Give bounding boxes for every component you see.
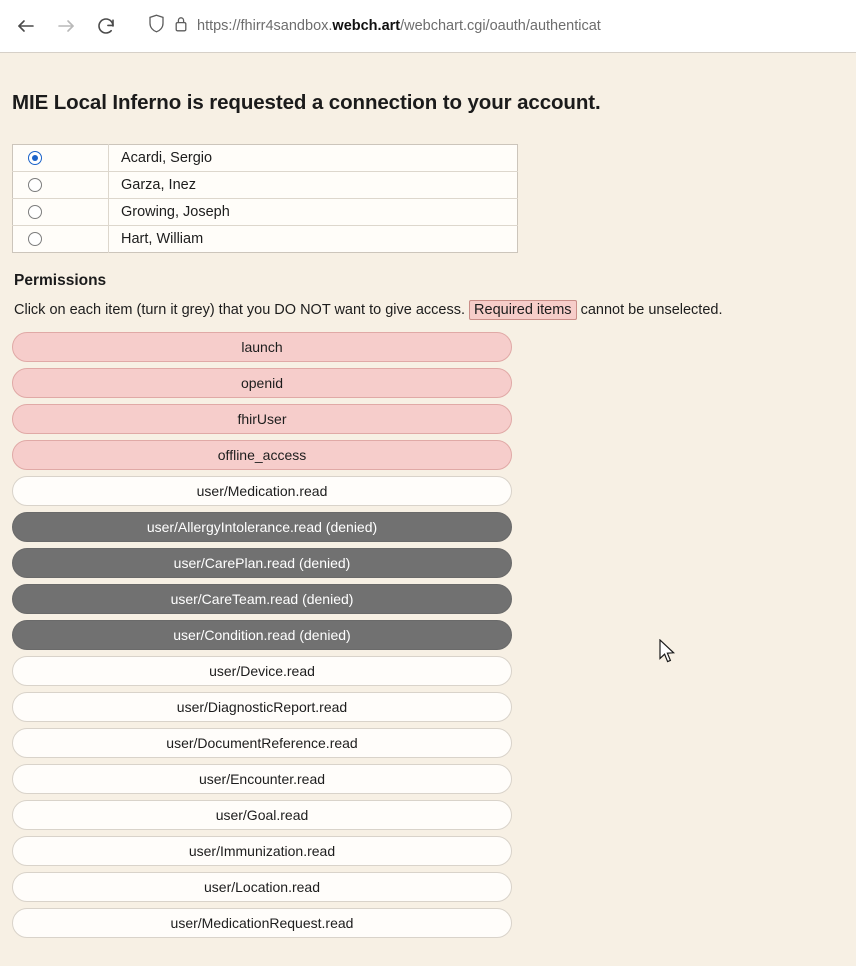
url-text (197, 18, 601, 34)
patient-radio-cell[interactable] (13, 199, 109, 226)
scope-item-required[interactable]: launch (12, 332, 512, 362)
page-content (0, 91, 856, 966)
scope-item-denied[interactable]: user/CareTeam.read (denied) (12, 584, 512, 614)
note-before: Click on each item (turn it grey) that you DO NOT want to give access. (14, 302, 466, 318)
url-path: /webchart.cgi/oauth/authenticat (400, 18, 601, 34)
scope-list (12, 332, 512, 938)
table-row[interactable] (13, 226, 518, 253)
forward-button[interactable] (46, 6, 86, 46)
radio-unselected-icon[interactable] (28, 178, 42, 192)
scope-item-granted[interactable]: user/DiagnosticReport.read (12, 692, 512, 722)
table-row[interactable] (13, 172, 518, 199)
reload-button[interactable] (86, 6, 126, 46)
scope-item-granted[interactable]: user/Device.read (12, 656, 512, 686)
permissions-instructions (14, 302, 844, 318)
scope-item-denied[interactable]: user/Condition.read (denied) (12, 620, 512, 650)
scope-item-required[interactable]: fhirUser (12, 404, 512, 434)
page-title: MIE Local Inferno is requested a connection to your account. (12, 91, 601, 114)
url-host: webch.art (332, 18, 401, 34)
patient-rows (13, 145, 518, 253)
lock-icon (174, 15, 188, 38)
patient-radio-cell[interactable] (13, 226, 109, 253)
scope-item-granted[interactable]: user/DocumentReference.read (12, 728, 512, 758)
radio-unselected-icon[interactable] (28, 205, 42, 219)
scope-item-denied[interactable]: user/CarePlan.read (denied) (12, 548, 512, 578)
address-bar[interactable] (148, 9, 850, 43)
scope-item-granted[interactable]: user/Encounter.read (12, 764, 512, 794)
patient-name: Acardi, Sergio (121, 150, 213, 166)
browser-toolbar (0, 0, 856, 53)
radio-selected-icon[interactable] (28, 151, 42, 165)
permissions-heading: Permissions (14, 272, 107, 289)
patient-radio-cell[interactable] (13, 145, 109, 172)
scope-item-denied[interactable]: user/AllergyIntolerance.read (denied) (12, 512, 512, 542)
scope-item-granted[interactable]: user/MedicationRequest.read (12, 908, 512, 938)
patient-name: Hart, William (121, 231, 204, 247)
table-row[interactable] (13, 145, 518, 172)
scope-item-required[interactable]: openid (12, 368, 512, 398)
patient-name: Growing, Joseph (121, 204, 230, 220)
required-items-chip: Required items (469, 300, 577, 320)
patient-radio-cell[interactable] (13, 172, 109, 199)
scope-item-granted[interactable]: user/Immunization.read (12, 836, 512, 866)
shield-icon (148, 14, 165, 38)
scope-item-granted[interactable]: user/Location.read (12, 872, 512, 902)
mouse-cursor (659, 639, 677, 665)
radio-unselected-icon[interactable] (28, 232, 42, 246)
back-button[interactable] (6, 6, 46, 46)
note-after: cannot be unselected. (580, 302, 723, 318)
patient-name: Garza, Inez (121, 177, 196, 193)
patient-select-table (12, 144, 518, 253)
scope-item-required[interactable]: offline_access (12, 440, 512, 470)
scope-item-granted[interactable]: user/Goal.read (12, 800, 512, 830)
scope-item-granted[interactable]: user/Medication.read (12, 476, 512, 506)
table-row[interactable] (13, 199, 518, 226)
url-prefix: https://fhirr4sandbox. (197, 18, 333, 34)
